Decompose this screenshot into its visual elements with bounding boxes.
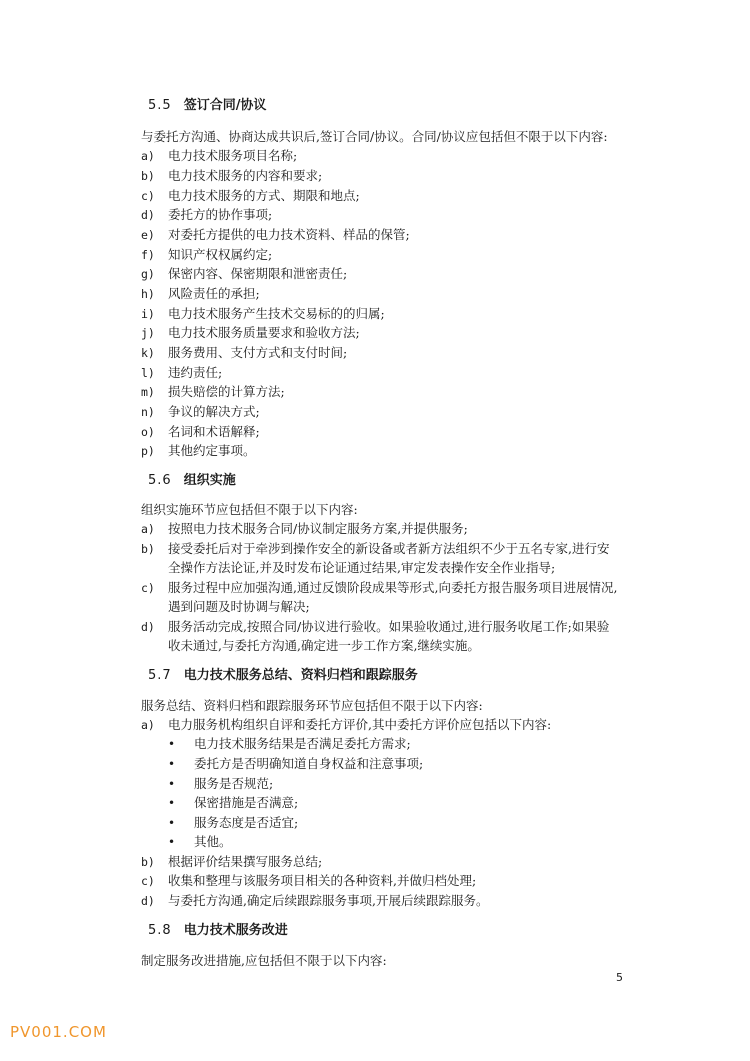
bullet-text: 电力技术服务结果是否满足委托方需求; <box>194 736 411 751</box>
list-label: f) <box>141 248 155 262</box>
list-text: 风险责任的承担; <box>168 286 260 301</box>
section-heading-5-7 <box>148 664 418 683</box>
section-heading-5-5 <box>148 94 266 113</box>
list-text: 委托方的协作事项; <box>168 207 273 222</box>
list-item <box>141 402 260 420</box>
bullet-text: 保密措施是否满意; <box>194 795 299 810</box>
list-text: 电力技术服务质量要求和验收方法; <box>168 325 360 340</box>
list-text: 服务活动完成,按照合同/协议进行验收。如果验收通过,进行服务收尾工作;如果验 <box>168 619 610 634</box>
list-item <box>141 578 617 596</box>
list-item <box>141 146 297 164</box>
list-text-continuation: 收未通过,与委托方沟通,确定进一步工作方案,继续实施。 <box>168 638 480 653</box>
list-text: 争议的解决方式; <box>168 404 260 419</box>
section-heading-5-6 <box>148 469 236 488</box>
list-label: b) <box>141 169 155 183</box>
paragraph: 与委托方沟通、协商达成共识后,签订合同/协议。合同/协议应包括但不限于以下内容: <box>141 129 608 144</box>
list-text: 知识产权权属约定; <box>168 247 273 262</box>
list-text: 按照电力技术服务合同/协议制定服务方案,并提供服务; <box>168 521 468 536</box>
list-item <box>141 363 222 381</box>
list-item <box>141 891 488 909</box>
bullet-item <box>168 774 273 792</box>
bullet-item <box>168 832 232 850</box>
list-text: 保密内容、保密期限和泄密责任; <box>168 266 348 281</box>
paragraph: 组织实施环节应包括但不限于以下内容: <box>141 502 358 517</box>
list-label: b) <box>141 542 155 556</box>
list-item <box>141 441 256 459</box>
bullet-dot-icon: • <box>168 835 176 849</box>
list-item <box>141 617 609 635</box>
list-label: g) <box>141 267 155 281</box>
list-label: d) <box>141 894 155 908</box>
list-text-continuation: 全操作方法论证,并及时发布论证通过结果,审定发表操作安全作业指导; <box>168 560 556 575</box>
list-text: 电力技术服务的方式、期限和地点; <box>168 188 360 203</box>
paragraph: 服务总结、资料归档和跟踪服务环节应包括但不限于以下内容: <box>141 698 483 713</box>
list-label: i) <box>141 307 155 321</box>
bullet-item <box>168 813 298 831</box>
list-text: 与委托方沟通,确定后续跟踪服务事项,开展后续跟踪服务。 <box>168 893 489 908</box>
list-text: 电力技术服务的内容和要求; <box>168 168 323 183</box>
list-text: 根据评价结果撰写服务总结; <box>168 854 323 869</box>
list-item <box>141 539 609 557</box>
bullet-item <box>168 754 423 772</box>
list-item <box>141 852 322 870</box>
section-title: 电力技术服务总结、资料归档和跟踪服务 <box>183 668 418 683</box>
list-label: m) <box>141 385 155 399</box>
section-title: 组织实施 <box>183 473 236 488</box>
bullet-dot-icon: • <box>168 777 176 791</box>
list-text: 电力服务机构组织自评和委托方评价,其中委托方评价应包括以下内容: <box>168 717 552 732</box>
list-item <box>141 225 410 243</box>
section-heading-5-8 <box>148 919 288 938</box>
section-number: 5.5 <box>148 98 172 113</box>
list-item <box>141 166 322 184</box>
list-item <box>141 382 285 400</box>
list-label: n) <box>141 405 155 419</box>
list-text: 电力技术服务项目名称; <box>168 148 298 163</box>
paragraph: 制定服务改进措施,应包括但不限于以下内容: <box>141 953 387 968</box>
list-label: a) <box>141 149 155 163</box>
page-number: 5 <box>616 971 623 984</box>
list-text: 其他约定事项。 <box>168 443 256 458</box>
list-text: 接受委托后对于牵涉到操作安全的新设备或者新方法组织不少于五名专家,进行安 <box>168 541 610 556</box>
list-label: l) <box>141 366 155 380</box>
list-text: 损失赔偿的计算方法; <box>168 384 285 399</box>
list-item <box>141 245 272 263</box>
list-item <box>141 422 260 440</box>
list-label: b) <box>141 855 155 869</box>
list-item <box>141 186 360 204</box>
list-label: e) <box>141 228 155 242</box>
list-text: 名词和术语解释; <box>168 424 260 439</box>
list-item <box>141 343 347 361</box>
list-text: 违约责任; <box>168 365 223 380</box>
bullet-item <box>168 734 411 752</box>
list-label: p) <box>141 444 155 458</box>
section-title: 电力技术服务改进 <box>183 923 288 938</box>
list-label: c) <box>141 581 155 595</box>
list-label: j) <box>141 326 155 340</box>
bullet-dot-icon: • <box>168 737 176 751</box>
list-item <box>141 304 385 322</box>
bullet-text: 其他。 <box>194 834 232 849</box>
bullet-dot-icon: • <box>168 816 176 830</box>
section-number: 5.7 <box>148 668 172 683</box>
list-item <box>141 264 347 282</box>
section-number: 5.8 <box>148 923 172 938</box>
bullet-dot-icon: • <box>168 796 176 810</box>
list-item <box>141 871 476 889</box>
list-text-continuation: 遇到问题及时协调与解决; <box>168 599 310 614</box>
list-text: 对委托方提供的电力技术资料、样品的保管; <box>168 227 410 242</box>
list-label: d) <box>141 620 155 634</box>
list-label: o) <box>141 425 155 439</box>
list-item <box>141 284 260 302</box>
section-number: 5.6 <box>148 473 172 488</box>
list-label: a) <box>141 522 155 536</box>
list-item <box>141 715 551 733</box>
list-label: a) <box>141 718 155 732</box>
list-label: d) <box>141 208 155 222</box>
list-text: 服务费用、支付方式和支付时间; <box>168 345 348 360</box>
list-label: h) <box>141 287 155 301</box>
list-item <box>141 323 360 341</box>
list-text: 电力技术服务产生技术交易标的的归属; <box>168 306 385 321</box>
list-text: 服务过程中应加强沟通,通过反馈阶段成果等形式,向委托方报告服务项目进展情况, <box>168 580 618 595</box>
bullet-dot-icon: • <box>168 757 176 771</box>
bullet-text: 服务是否规范; <box>194 776 274 791</box>
list-item <box>141 519 468 537</box>
bullet-text: 服务态度是否适宜; <box>194 815 299 830</box>
list-label: k) <box>141 346 155 360</box>
bullet-text: 委托方是否明确知道自身权益和注意事项; <box>194 756 424 771</box>
bullet-item <box>168 793 298 811</box>
list-label: c) <box>141 189 155 203</box>
list-text: 收集和整理与该服务项目相关的各种资料,并做归档处理; <box>168 873 477 888</box>
list-label: c) <box>141 874 155 888</box>
list-item <box>141 205 272 223</box>
section-title: 签订合同/协议 <box>183 98 267 113</box>
watermark: PV001.COM <box>10 1023 107 1041</box>
